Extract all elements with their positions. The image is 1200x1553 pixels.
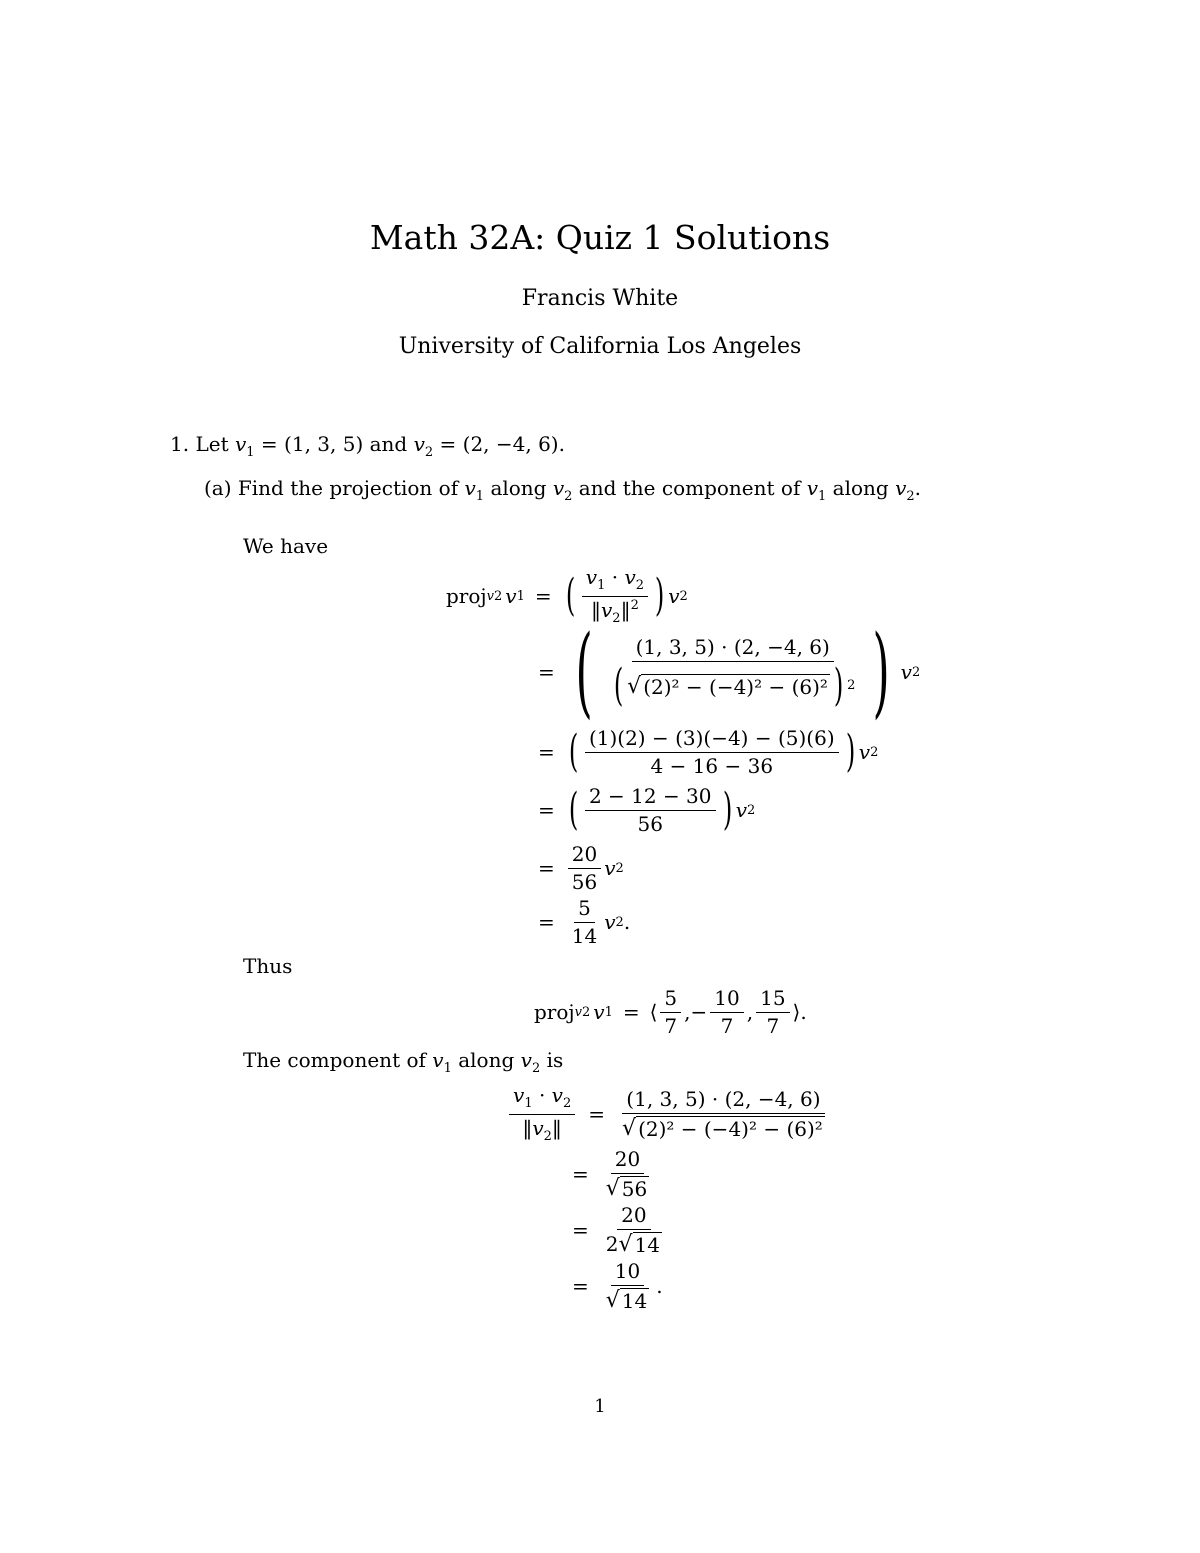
fraction-5-14 xyxy=(568,897,601,948)
expanded-numerator: (1)(2) − (3)(−4) − (5)(6) xyxy=(585,727,839,753)
sub-2: 2 xyxy=(612,610,621,626)
dot-operator: · xyxy=(538,1082,546,1107)
var-v: v xyxy=(234,432,247,456)
dot-product-expression: (1, 3, 5) · (2, −4, 6) xyxy=(622,1088,824,1114)
sub-1: 1 xyxy=(443,1061,452,1076)
projection-result xyxy=(534,984,807,1040)
statement-prefix: Let xyxy=(195,432,229,456)
sqrt-expression: √ 14 xyxy=(618,1232,660,1257)
period: . xyxy=(800,1000,807,1024)
denominator: 7 xyxy=(664,1013,678,1038)
var-v: v xyxy=(604,856,616,880)
denominator: 56 xyxy=(571,869,598,894)
comma: , xyxy=(746,1000,754,1024)
var-v: v xyxy=(668,584,680,608)
sqrt-radicand: 14 xyxy=(634,1233,660,1257)
sub-1: 1 xyxy=(524,1095,533,1111)
fraction-simplified xyxy=(585,785,716,836)
sub-2: 2 xyxy=(424,445,434,460)
page-number: 1 xyxy=(594,1396,606,1417)
part-a-text: and the component of xyxy=(578,476,801,500)
dot-operator: · xyxy=(611,564,619,589)
component-text: The component of xyxy=(243,1048,426,1072)
numerator: 5 xyxy=(660,987,681,1013)
component-line-1 xyxy=(506,1084,832,1144)
var-v: v xyxy=(505,584,517,608)
component-line-3 xyxy=(562,1202,669,1258)
equals-sign: = xyxy=(572,1162,589,1186)
exponent-2: 2 xyxy=(847,677,856,693)
sqrt-expression: √ 14 xyxy=(605,1288,648,1313)
equation-line-3 xyxy=(528,724,878,780)
sub-2: 2 xyxy=(564,489,573,504)
var-v: v xyxy=(551,1082,563,1107)
sub-2: 2 xyxy=(747,802,756,818)
numerator: 20 xyxy=(568,843,601,869)
equation-line-6 xyxy=(528,894,630,950)
minus-sign: − xyxy=(690,1000,708,1024)
comma: , xyxy=(684,1000,691,1024)
fraction-5-7 xyxy=(660,987,681,1038)
var-v: v xyxy=(486,588,494,604)
left-paren: ( xyxy=(613,660,624,711)
sub-2: 2 xyxy=(493,588,503,604)
sub-2: 2 xyxy=(911,664,921,680)
proj-operator: proj xyxy=(534,1000,575,1024)
sub-2: 2 xyxy=(870,744,879,760)
right-paren: ) xyxy=(654,570,665,621)
equals-sign: = xyxy=(538,856,555,880)
numerator: 10 xyxy=(710,987,743,1013)
equation-line-1 xyxy=(446,566,688,626)
sub-1: 1 xyxy=(475,489,485,504)
equals-sign: = xyxy=(538,740,555,764)
equals-sign: = xyxy=(572,1274,589,1298)
equals-sign: = xyxy=(572,1218,589,1242)
sub-2: 2 xyxy=(562,1095,572,1111)
sub-2: 2 xyxy=(615,860,624,876)
fraction-20-2sqrt14 xyxy=(602,1204,666,1256)
simplified-numerator: 2 − 12 − 30 xyxy=(585,785,716,811)
denominator: 7 xyxy=(766,1013,780,1038)
equals-sign: = xyxy=(622,1000,640,1024)
part-a-text: along xyxy=(832,476,889,500)
thus-text: Thus xyxy=(243,954,293,978)
var-v: v xyxy=(432,1048,444,1072)
var-v: v xyxy=(413,432,425,456)
part-a-text: Find the projection of xyxy=(237,476,459,500)
sub-2: 2 xyxy=(615,914,624,930)
left-paren-large: ( xyxy=(575,615,593,729)
left-paren: ( xyxy=(568,726,579,777)
component-line-2 xyxy=(562,1146,656,1202)
sub-2: 2 xyxy=(581,1004,591,1020)
sub-2: 2 xyxy=(543,1128,552,1144)
we-have-text: We have xyxy=(243,534,329,558)
var-v: v xyxy=(464,476,476,500)
equation-line-5 xyxy=(528,840,624,896)
equals-sign: = xyxy=(538,798,555,822)
var-v: v xyxy=(735,798,747,822)
v2-definition: = (2, −4, 6). xyxy=(439,432,565,456)
var-v: v xyxy=(600,597,613,622)
fraction-dot-over-sqrt-squared xyxy=(606,635,859,711)
var-v: v xyxy=(900,660,912,684)
part-a-text: along xyxy=(490,476,547,500)
sub-1: 1 xyxy=(604,1004,613,1020)
exponent-2: 2 xyxy=(630,597,639,613)
period: . xyxy=(914,476,922,500)
sqrt-radicand: 56 xyxy=(621,1177,648,1201)
numerator: 5 xyxy=(574,897,595,923)
numerator: 20 xyxy=(617,1204,650,1230)
author-affiliation: University of California Los Angeles xyxy=(398,334,802,359)
expanded-denominator: 4 − 16 − 36 xyxy=(650,753,774,778)
component-line-4 xyxy=(562,1258,663,1314)
left-paren: ( xyxy=(568,784,579,835)
component-intro xyxy=(243,1048,563,1076)
equals-sign: = xyxy=(534,584,552,608)
period: . xyxy=(623,910,631,934)
left-paren: ( xyxy=(565,570,575,621)
sub-2: 2 xyxy=(635,577,645,593)
equation-line-4 xyxy=(528,782,755,838)
coefficient: 2 xyxy=(605,1232,619,1256)
equals-sign: = xyxy=(538,660,555,684)
fraction-10-sqrt14 xyxy=(602,1260,653,1312)
fraction-10-7 xyxy=(710,987,743,1038)
period: . xyxy=(656,1274,663,1298)
sub-1: 1 xyxy=(516,588,525,604)
right-angle-bracket: ⟩ xyxy=(792,1000,801,1024)
dot-product-expression: (1, 3, 5) · (2, −4, 6) xyxy=(632,636,834,662)
right-paren: ) xyxy=(722,784,732,835)
right-paren: ) xyxy=(845,726,855,777)
denominator: 7 xyxy=(720,1013,734,1038)
fraction-dot-over-norm: $\frac{v_1 \cdot v_2}{‖v_2‖^2}$ xyxy=(582,566,648,627)
problem-number: 1. xyxy=(170,432,190,456)
denominator: 14 xyxy=(571,923,598,948)
right-paren: ) xyxy=(833,660,844,711)
numerator: 10 xyxy=(611,1260,644,1286)
sub-1: 1 xyxy=(246,445,255,460)
simplified-denominator: 56 xyxy=(637,811,663,836)
sub-1: 1 xyxy=(818,489,827,504)
sub-2: 2 xyxy=(531,1061,541,1076)
sub-2: 2 xyxy=(906,489,915,504)
var-v: v xyxy=(513,1082,525,1107)
var-v: v xyxy=(585,564,598,589)
var-v: v xyxy=(520,1048,532,1072)
fraction-expanded xyxy=(585,727,839,778)
right-paren-large: ) xyxy=(872,615,891,729)
var-v: v xyxy=(895,476,907,500)
equation-line-2 xyxy=(528,615,921,729)
fraction-15-7 xyxy=(756,987,789,1038)
fraction-dot-over-sqrt xyxy=(618,1088,829,1140)
author-name: Francis White xyxy=(521,286,679,311)
fraction-20-sqrt56 xyxy=(602,1148,653,1200)
sqrt-expression: √ (2)² − (−4)² − (6)² xyxy=(627,674,828,699)
var-v: v xyxy=(858,740,871,764)
sub-2: 2 xyxy=(679,588,688,604)
equals-sign: = xyxy=(538,910,555,934)
numerator: 20 xyxy=(611,1148,644,1174)
left-angle-bracket: ⟨ xyxy=(649,1000,658,1024)
equals-sign: = xyxy=(588,1102,606,1126)
var-v: v xyxy=(532,1115,544,1140)
var-v: v xyxy=(604,910,616,934)
fraction-20-56 xyxy=(568,843,601,894)
sqrt-expression: √ (2)² − (−4)² − (6)² xyxy=(622,1116,823,1141)
component-text: along xyxy=(458,1048,515,1072)
var-v: v xyxy=(624,564,636,589)
var-v: v xyxy=(552,476,565,500)
sqrt-radicand: 14 xyxy=(621,1289,648,1313)
proj-operator: proj xyxy=(446,584,487,608)
problem-1-statement xyxy=(170,432,565,460)
part-a-statement xyxy=(204,476,921,504)
sqrt-expression: √ 56 xyxy=(605,1176,648,1201)
sub-1: 1 xyxy=(597,577,606,593)
sqrt-radicand: (2)² − (−4)² − (6)² xyxy=(643,675,828,699)
var-v: v xyxy=(806,476,819,500)
v1-definition: = (1, 3, 5) and xyxy=(260,432,408,456)
sqrt-radicand: (2)² − (−4)² − (6)² xyxy=(638,1117,823,1141)
document-title: Math 32A: Quiz 1 Solutions xyxy=(369,218,831,257)
part-a-label: (a) xyxy=(204,476,232,500)
numerator: 15 xyxy=(756,987,789,1013)
var-v: v xyxy=(593,1000,605,1024)
var-v: v xyxy=(574,1004,582,1020)
component-text: is xyxy=(546,1048,564,1072)
fraction-dot-over-norm: $\frac{v_1 \cdot v_2}{‖v_2‖}$ xyxy=(509,1084,575,1145)
